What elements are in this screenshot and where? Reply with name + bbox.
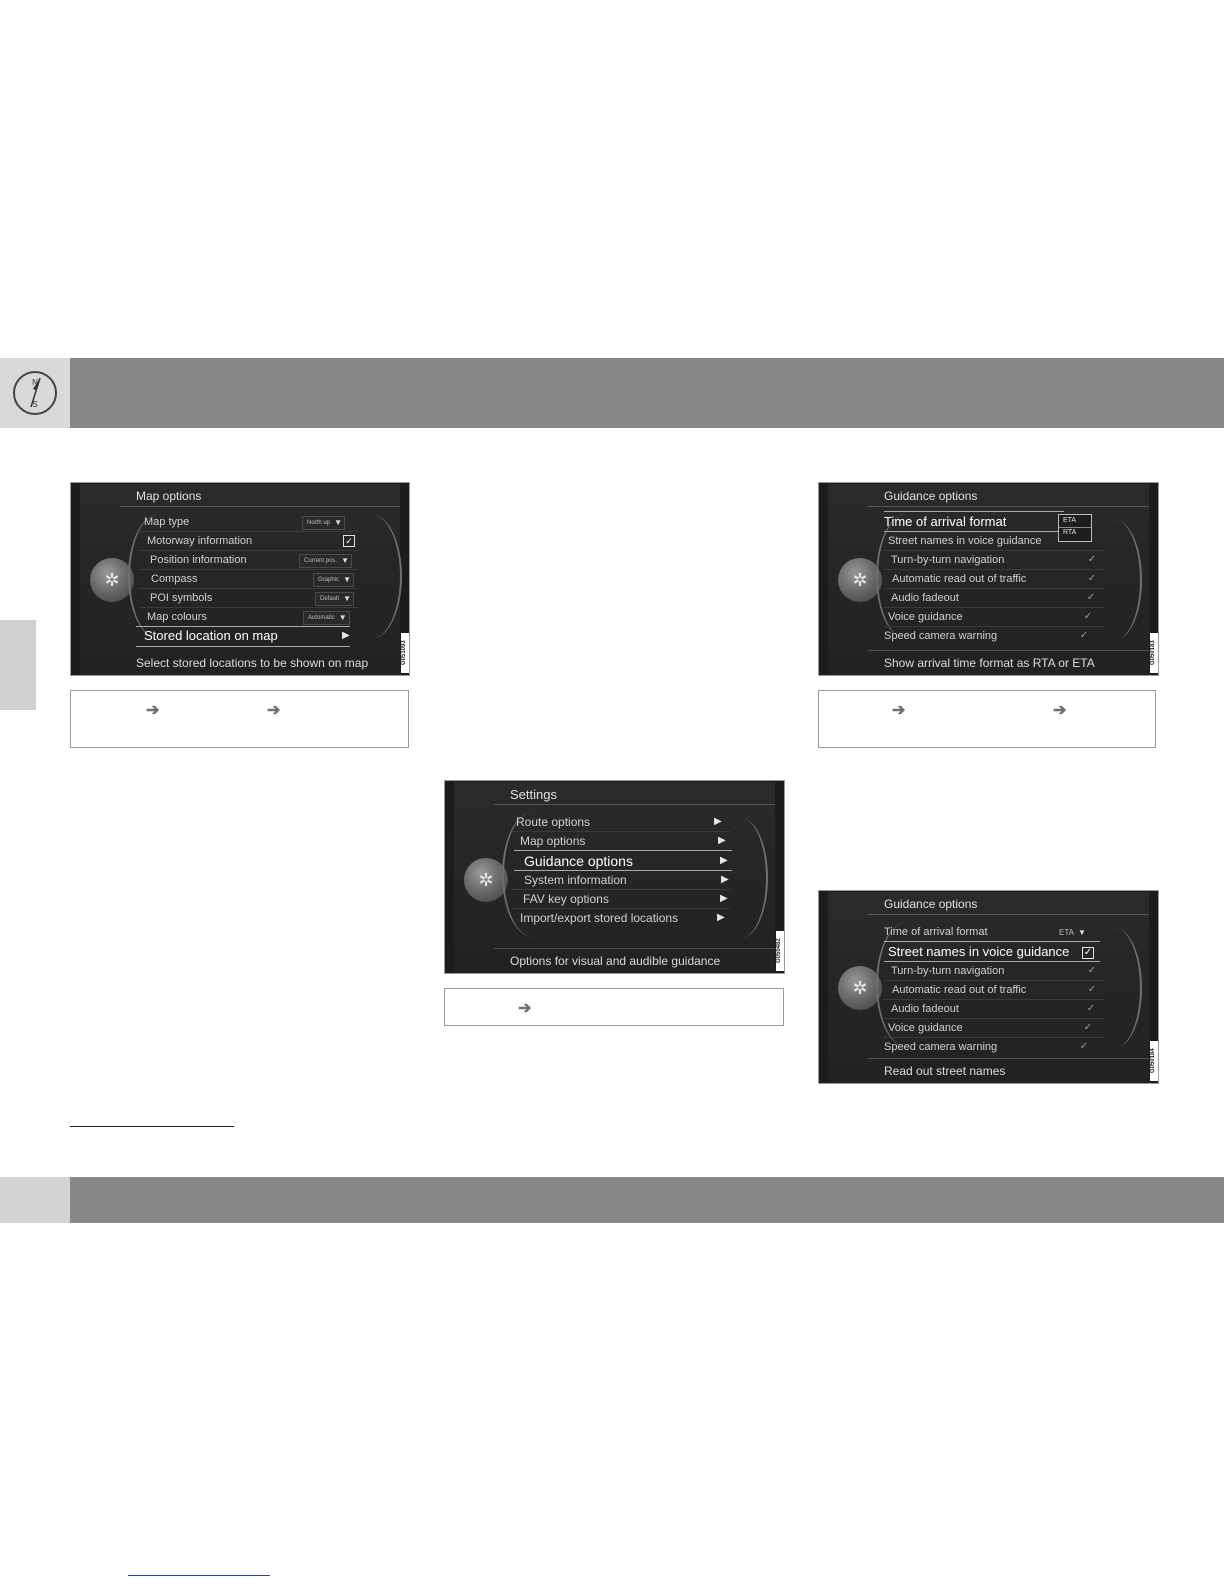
menu-row-fav-key-options[interactable]: FAV key options	[523, 892, 609, 906]
submenu-arrow-icon: ▶	[717, 912, 725, 923]
menu-row-route-options[interactable]: Route options	[516, 815, 591, 829]
compass-rose-icon: ✲	[104, 570, 120, 590]
menu-row-guidance-options[interactable]: Guidance options	[524, 853, 633, 869]
position-dropdown[interactable]: Current pos. ▼	[299, 554, 352, 568]
selection-bottom-rule	[136, 646, 350, 647]
dropdown-arrow-icon: ▼	[338, 613, 347, 622]
selection-top-rule	[514, 850, 732, 851]
dropdown-arrow-icon: ▼	[343, 594, 352, 603]
caption-arrow-icon: ➔	[1053, 702, 1067, 719]
figure-code: G050183	[1150, 633, 1158, 673]
popup-option-rta[interactable]: RTA	[1063, 529, 1077, 536]
audio-fadeout-checkbox[interactable]: ✓	[1086, 1003, 1096, 1014]
menu-row-time-of-arrival-format[interactable]: Time of arrival format	[884, 514, 1007, 529]
menu-row-import-export[interactable]: Import/export stored locations	[520, 911, 679, 925]
page-number-tab	[0, 1177, 70, 1223]
dropdown-arrow-icon: ▼	[1078, 928, 1086, 937]
menu-row-position-information[interactable]: Position information	[150, 554, 247, 566]
menu-row-map-options[interactable]: Map options	[520, 834, 586, 848]
menu-row-voice-guidance[interactable]: Voice guidance	[888, 611, 963, 623]
compass-rose-icon: ✲	[852, 570, 868, 590]
traffic-readout-checkbox[interactable]: ✓	[1087, 573, 1097, 584]
submenu-arrow-icon: ▶	[721, 874, 729, 885]
menu-row-system-information[interactable]: System information	[524, 873, 627, 887]
menu-row-street-names[interactable]: Street names in voice guidance	[888, 535, 1042, 547]
caption-arrow-icon: ➔	[892, 702, 906, 719]
menu-row-map-type[interactable]: Map type	[144, 516, 190, 528]
menu-row-turn-by-turn[interactable]: Turn-by-turn navigation	[891, 965, 1005, 977]
traffic-readout-checkbox[interactable]: ✓	[1087, 984, 1097, 995]
voice-guidance-checkbox[interactable]: ✓	[1083, 611, 1093, 622]
menu-row-poi-symbols[interactable]: POI symbols	[150, 592, 213, 604]
figure-code: G050482	[776, 931, 784, 971]
caption-arrow-icon: ➔	[267, 702, 281, 719]
poi-dropdown[interactable]: Default ▼	[315, 592, 354, 606]
arrival-format-dropdown[interactable]: ETA ▼	[1059, 928, 1086, 937]
guidance-caption-box	[818, 690, 1156, 748]
menu-row-street-names[interactable]: Street names in voice guidance	[888, 944, 1070, 959]
settings-caption-box	[444, 988, 784, 1026]
submenu-arrow-icon: ▶	[714, 816, 722, 827]
guidance-options-screen-eta	[818, 482, 1159, 676]
audio-fadeout-checkbox[interactable]: ✓	[1086, 592, 1096, 603]
figure-code: G050184	[1150, 1041, 1158, 1081]
map-colours-dropdown[interactable]: Automatic ▼	[303, 611, 350, 625]
side-chapter-tab	[0, 620, 36, 710]
menu-row-map-colours[interactable]: Map colours	[147, 611, 207, 623]
dropdown-arrow-icon: ▼	[341, 556, 350, 565]
title-divider	[494, 804, 775, 805]
help-text: Options for visual and audible guidance	[510, 954, 721, 968]
menu-row-traffic-readout[interactable]: Automatic read out of traffic	[892, 573, 1027, 585]
dropdown-arrow-icon: ▼	[334, 518, 343, 527]
menu-row-voice-guidance[interactable]: Voice guidance	[888, 1022, 963, 1034]
map-type-dropdown[interactable]: North up ▼	[302, 516, 345, 530]
help-divider	[868, 650, 1149, 651]
chapter-header-band	[0, 358, 1224, 428]
menu-row-stored-location-on-map[interactable]: Stored location on map	[144, 628, 278, 643]
settings-screen	[444, 780, 785, 974]
help-text: Read out street names	[884, 1064, 1006, 1078]
menu-row-speed-camera[interactable]: Speed camera warning	[884, 630, 998, 642]
compass-logo-box	[0, 358, 70, 428]
link-underline[interactable]	[128, 1575, 270, 1576]
submenu-arrow-icon: ▶	[720, 893, 728, 904]
footnote-divider	[70, 1126, 234, 1127]
screen-title: Map options	[136, 489, 202, 503]
compass-dropdown[interactable]: Graphic ▼	[313, 573, 354, 587]
help-divider	[494, 948, 775, 949]
arrival-format-popup[interactable]	[1058, 514, 1092, 542]
caption-arrow-icon: ➔	[146, 702, 160, 719]
compass-rose-icon: ✲	[478, 870, 494, 890]
menu-row-turn-by-turn[interactable]: Turn-by-turn navigation	[891, 554, 1005, 566]
screen-title: Guidance options	[884, 489, 978, 503]
menu-row-compass[interactable]: Compass	[151, 573, 198, 585]
caption-arrow-icon: ➔	[518, 1000, 532, 1017]
help-text: Show arrival time format as RTA or ETA	[884, 656, 1095, 670]
menu-row-speed-camera[interactable]: Speed camera warning	[884, 1041, 998, 1053]
motorway-checkbox[interactable]: ✓	[343, 535, 355, 547]
menu-row-audio-fadeout[interactable]: Audio fadeout	[891, 1003, 959, 1015]
dropdown-arrow-icon: ▼	[343, 575, 352, 584]
figure-code: G051093	[401, 633, 409, 673]
turn-by-turn-checkbox[interactable]: ✓	[1087, 965, 1097, 976]
svg-text:N: N	[32, 378, 38, 387]
screen-title: Settings	[510, 787, 557, 802]
title-divider	[868, 506, 1149, 507]
footer-band	[0, 1177, 1224, 1223]
menu-row-motorway-information[interactable]: Motorway information	[147, 535, 253, 547]
compass-rose-icon: ✲	[852, 978, 868, 998]
compass-icon	[0, 358, 70, 428]
turn-by-turn-checkbox[interactable]: ✓	[1087, 554, 1097, 565]
map-options-caption-box	[70, 690, 409, 748]
speed-camera-checkbox[interactable]: ✓	[1079, 630, 1089, 641]
submenu-arrow-icon: ▶	[342, 630, 350, 641]
menu-row-time-of-arrival-format[interactable]: Time of arrival format	[884, 926, 988, 938]
street-names-checkbox[interactable]: ✓	[1083, 947, 1093, 958]
selection-top-rule	[884, 511, 1064, 512]
menu-row-audio-fadeout[interactable]: Audio fadeout	[891, 592, 959, 604]
screen-title: Guidance options	[884, 897, 978, 911]
popup-divider	[1059, 527, 1091, 528]
map-options-screen	[70, 482, 410, 676]
guidance-options-screen-street-names	[818, 890, 1159, 1084]
title-divider	[120, 506, 400, 507]
help-divider	[868, 1058, 1149, 1059]
help-text: Select stored locations to be shown on map	[136, 656, 369, 670]
svg-text:S: S	[32, 400, 38, 409]
menu-row-traffic-readout[interactable]: Automatic read out of traffic	[892, 984, 1027, 996]
selection-top-rule	[884, 941, 1100, 942]
submenu-arrow-icon: ▶	[720, 855, 728, 866]
voice-guidance-checkbox[interactable]: ✓	[1083, 1022, 1093, 1033]
title-divider	[868, 914, 1149, 915]
speed-camera-checkbox[interactable]: ✓	[1079, 1041, 1089, 1052]
popup-option-eta[interactable]: ETA	[1063, 517, 1077, 524]
submenu-arrow-icon: ▶	[718, 835, 726, 846]
